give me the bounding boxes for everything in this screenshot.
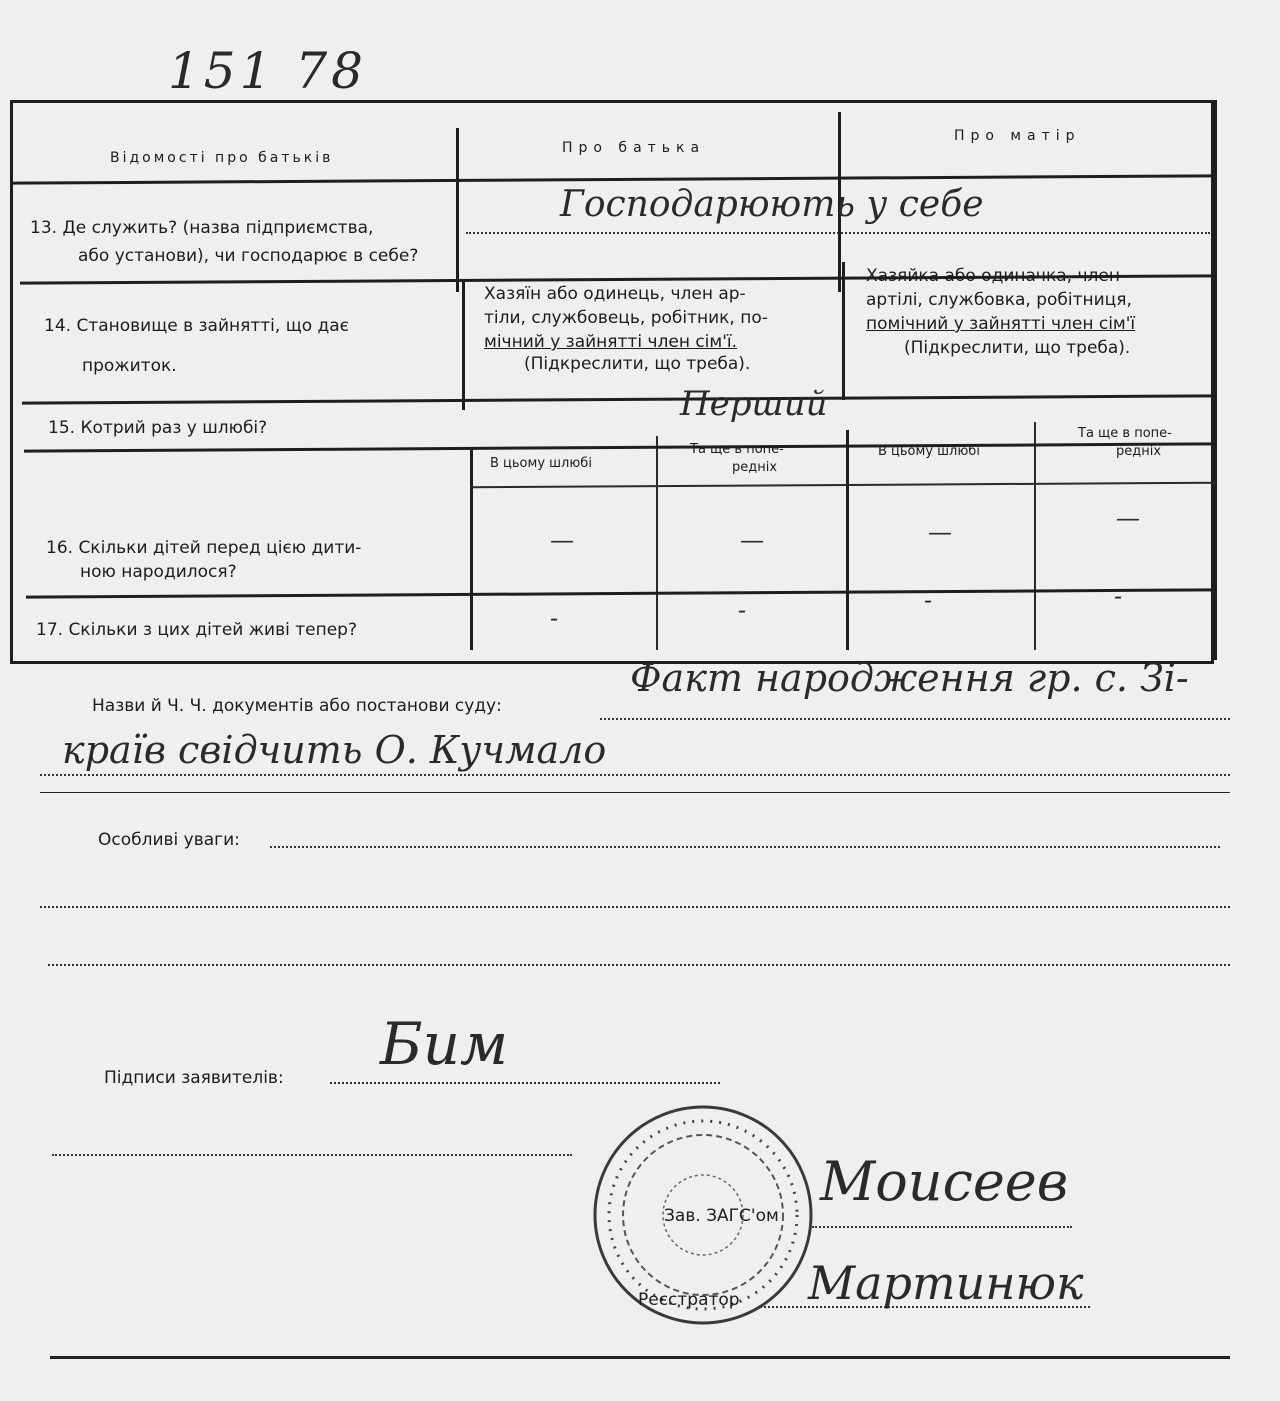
zags-head-signature: Моисеев — [820, 1150, 1069, 1213]
table-divider-right — [1214, 100, 1217, 660]
row14-mother-line2: артілі, службовка, робітниця, — [866, 290, 1132, 310]
row17-father-previous-value: - — [738, 596, 747, 624]
row16-father-previous-line1: Та ще в попе- — [690, 442, 784, 457]
signatures-label: Підписи заявителів: — [104, 1068, 284, 1088]
row16-father-previous-line2: редніх — [732, 460, 778, 475]
zags-head-label: Зав. ЗАГС'ом — [664, 1206, 779, 1226]
row13-question-line1: 13. Де служить? (назва підприємства, — [30, 218, 374, 238]
signatures-extra-line — [52, 1154, 572, 1156]
row14-question-line2: прожиток. — [82, 356, 177, 376]
applicant-signature: Бим — [380, 1010, 509, 1078]
row14-mother-line3: помічний у зайнятті член сім'ї — [866, 314, 1136, 334]
registrar-signature: Мартинюк — [808, 1256, 1084, 1310]
applicant-signature-line — [330, 1082, 720, 1084]
header-about-father: Про батька — [562, 140, 706, 156]
row16-question-line2: ною народилося? — [80, 562, 237, 582]
remarks-label: Особливі уваги: — [98, 830, 240, 850]
row16-father-previous-value: — — [740, 526, 764, 554]
documents-value-line1: Факт народження гр. с. Зі- — [630, 656, 1189, 700]
table-divider-sub3 — [1034, 422, 1036, 650]
documents-line2 — [40, 774, 1230, 776]
row14-father-line1: Хазяїн або одинець, член ар- — [484, 284, 746, 304]
row14-mother-line4: (Підкреслити, що треба). — [904, 338, 1131, 358]
row14-father-line3: мічний у зайнятті член сім'ї. — [484, 332, 738, 352]
row14-mother-line1: Хазяйка або одиначка, член — [866, 266, 1120, 286]
row16-father-this-value: — — [550, 526, 574, 554]
table-divider-sub1 — [656, 436, 658, 650]
row17-father-this-value: - — [550, 604, 559, 632]
row16-question-line1: 16. Скільки дітей перед цією дити- — [46, 538, 362, 558]
row13-answer-line — [466, 232, 1210, 234]
table-divider-center-low — [846, 430, 849, 650]
header-about-mother: Про матір — [954, 128, 1081, 144]
documents-value-line2: країв свідчить О. Кучмало — [62, 728, 607, 772]
row13-answer-handwritten: Господарюють у себе — [560, 184, 984, 225]
row16-mother-previous-value: — — [1116, 504, 1140, 532]
table-divider-col1-bottom — [470, 450, 473, 650]
remarks-line2 — [40, 906, 1230, 908]
row16-mother-this-marriage: В цьому шлюбі — [878, 444, 980, 459]
table-divider-center-mid — [842, 262, 845, 400]
row16-mother-this-value: — — [928, 518, 952, 546]
registrar-line — [760, 1306, 1090, 1308]
handwritten-record-number: 151 78 — [168, 42, 367, 100]
registrar-label: Реєстратор — [638, 1290, 740, 1310]
row16-mother-previous-line2: редніх — [1116, 444, 1162, 459]
table-divider-col1-lower — [462, 280, 465, 410]
row15-question: 15. Котрий раз у шлюбі? — [48, 418, 268, 438]
remarks-line1 — [270, 846, 1220, 848]
row14-father-line4: (Підкреслити, що треба). — [524, 354, 751, 374]
row16-father-this-marriage: В цьому шлюбі — [490, 456, 592, 471]
row17-question: 17. Скільки з цих дітей живі тепер? — [36, 620, 357, 640]
documents-label: Назви й Ч. Ч. документів або постанови суду: — [92, 696, 502, 716]
row17-mother-this-value: - — [924, 586, 933, 614]
zags-head-line — [812, 1226, 1072, 1228]
row17-mother-previous-value: - — [1114, 582, 1123, 610]
row13-question-line2: або установи), чи господарює в себе? — [78, 246, 419, 266]
row14-question-line1: 14. Становище в зайнятті, що дає — [44, 316, 350, 336]
row14-father-line2: тіли, службовець, робітник, по- — [484, 308, 768, 328]
header-parents-info: Відомості про батьків — [110, 150, 334, 166]
bottom-rule — [50, 1356, 1230, 1359]
documents-line3 — [40, 792, 1230, 793]
row15-answer-handwritten: Перший — [680, 384, 828, 424]
table-divider-col1 — [456, 128, 459, 292]
row16-mother-previous-line1: Та ще в попе- — [1078, 426, 1172, 441]
remarks-line3 — [48, 964, 1230, 966]
documents-line1 — [600, 718, 1230, 720]
